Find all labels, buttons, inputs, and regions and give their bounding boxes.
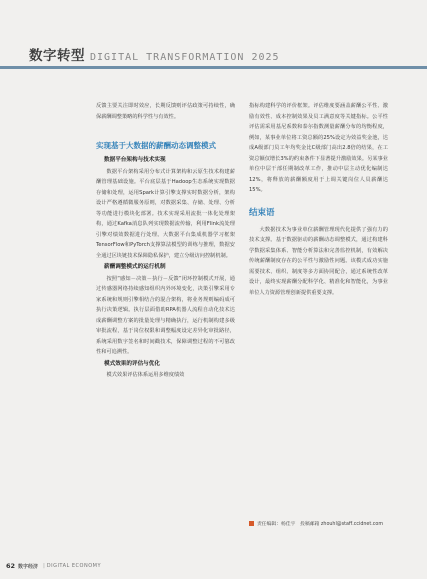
square-bullet-icon [249,521,254,526]
page-number: 62 [6,562,16,570]
subheading-mechanism: 薪酬调整模式的运行机制 [104,264,166,270]
editor-credit [249,520,383,527]
section-heading: 实现基于大数据的薪酬动态调整模式 [96,141,216,150]
conclusion-heading: 结束语 [249,207,275,218]
mechanism-paragraph: 按照“感知－决策－执行－反馈”闭环控制模式开展，通过传感器网络持续感知组织内外环境变化，决策引擎采用专家系统和规则引擎相结合的混合架构，将业务规则编码成可执行决策逻辑。执行层面借助RPA机器人流程自动化技术达成薪酬调整方案的批量处理与精确执行，运行机制构建多级审批流程，基于岗位权限和调整幅度设定差异化审批路径，系统采用数字签名和时间戳技术，保障调整过程的不可篡改性和可追溯性。 [96,275,235,355]
intro-paragraph: 反馈主要关注即时效应，长期反馈则评估政策可持续性，确保薪酬调整策略的科学性与有效性。 [96,103,235,120]
magazine-name-en: DIGITAL ECONOMY [46,563,102,569]
right-column [249,101,388,298]
page-header [29,44,280,64]
editor-label: 责任编辑：杨佳宇 投稿邮箱 zhouhl@staff.ccidnet.com [257,522,384,527]
header-rule [0,66,427,69]
page-footer [6,562,101,570]
subheading-evaluation: 模式效果的评估与优化 [104,360,160,367]
magazine-name: 数字经济 [18,563,39,570]
subheading-platform: 数据平台架构与技术实现 [104,157,166,163]
section-title-cn: 数字转型 [29,48,85,64]
conclusion-paragraph: 大数据技术为事业单位薪酬管理现代化提供了强有力的技术支撑。基于数据驱动的薪酬动态调整模式，通过构建科学数据采集体系、智能分析算法和完善监控机制，有效解决传统薪酬制度存在的公平性与激励性问题。该模式成功实施需要技术、组织、制度等多方面协同配合，通过系统性改革设计，最终实现薪酬分配科学化、精准化和智能化，为事业单位人力资源管理创新提供重要支撑。 [249,226,388,296]
left-column [96,101,235,381]
footer-separator: | [43,563,45,569]
section-title-en: DIGITAL TRANSFORMATION 2025 [90,52,280,63]
evaluation-paragraph: 模式效果评估体系运用多维度绩效 [106,372,185,378]
evaluation-continued: 指标构建科学的评价框架。评估维度要涵盖薪酬公平性、激励有效性、成本控制效果及员工满意度等关键指标。公平性评估需采用基尼系数和泰尔指数测量薪酬分布的均衡程度，例如，某事业单位将工资总额的25%设定为效益奖金池，达成A级部门员工年均奖金比C级部门高出2.8倍的结果，在工资总额仅增长3%的约束条件下显著提升激励效果。另某事业单位中层干部任期制改革工作，推动中层主动优化编制达12%，将释放的薪酬额度用于上调关键岗位人员薪酬达15%。 [249,103,388,193]
platform-paragraph: 数据平台架构采用分布式计算架构和云原生技术构建薪酬管理基础设施。平台底层基于Hadoop生态系统实现数据存储和处理，运用Spark计算引擎支撑实时数据分析，架构设计严格遵循微服务原则，对数据采集、存储、处理、分析等功能进行模块化部署。技术实现采用流批一体化处理架构，通过Kafka消息队列实现数据流传输，利用Flink流处理引擎对绩效数据进行处理。大数据平台集成机器学习框架TensorFlow和PyTorch支撑算法模型的训练与推理，数据安全通过区块链技术保障隐私保护，建立分级访问控制机制。 [96,168,235,259]
